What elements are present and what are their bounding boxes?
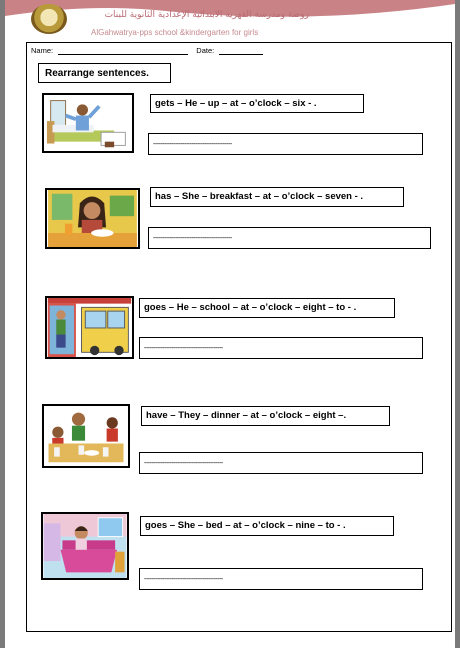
answer-field-4[interactable]: -------------------------------------------: [139, 452, 423, 474]
name-date-row: [31, 46, 263, 55]
answer-field-3[interactable]: -------------------------------------------: [139, 337, 423, 359]
boy-going-to-school-bus-image: [45, 296, 134, 359]
girl-eating-breakfast-image: [45, 188, 140, 249]
answer-field-2[interactable]: -------------------------------------------: [148, 227, 431, 249]
school-name-english: AlGahwatrya-pps school &kindergarten for girls: [91, 28, 259, 37]
boy-waking-up-image: [42, 93, 134, 153]
instruction-title: Rearrange sentences.: [38, 63, 171, 83]
answer-field-5[interactable]: -------------------------------------------: [139, 568, 423, 590]
date-field[interactable]: [219, 47, 263, 55]
answer-field-1[interactable]: -------------------------------------------: [148, 133, 423, 155]
name-label: Name:: [31, 46, 54, 55]
scrambled-sentence-2: has – She – breakfast – at – o’clock – seven - .: [150, 187, 404, 207]
scrambled-sentence-5: goes – She – bed – at – o’clock – nine – to - .: [140, 516, 394, 536]
school-name-arabic: روضة ومدرسة القهرية الابتدائية الإعدادية الثانوية للبنات: [104, 10, 309, 20]
girl-going-to-bed-image: [41, 512, 129, 580]
family-having-dinner-image: [42, 404, 130, 468]
scrambled-sentence-3: goes – He – school – at – o’clock – eight – to - .: [139, 298, 395, 318]
date-label: Date:: [196, 46, 215, 55]
school-logo: [31, 4, 67, 34]
name-field[interactable]: [58, 47, 188, 55]
worksheet-page: [5, 0, 455, 648]
scrambled-sentence-4: have – They – dinner – at – o’clock – eight –.: [141, 406, 390, 426]
scrambled-sentence-1: gets – He – up – at – o’clock – six - .: [150, 94, 364, 113]
